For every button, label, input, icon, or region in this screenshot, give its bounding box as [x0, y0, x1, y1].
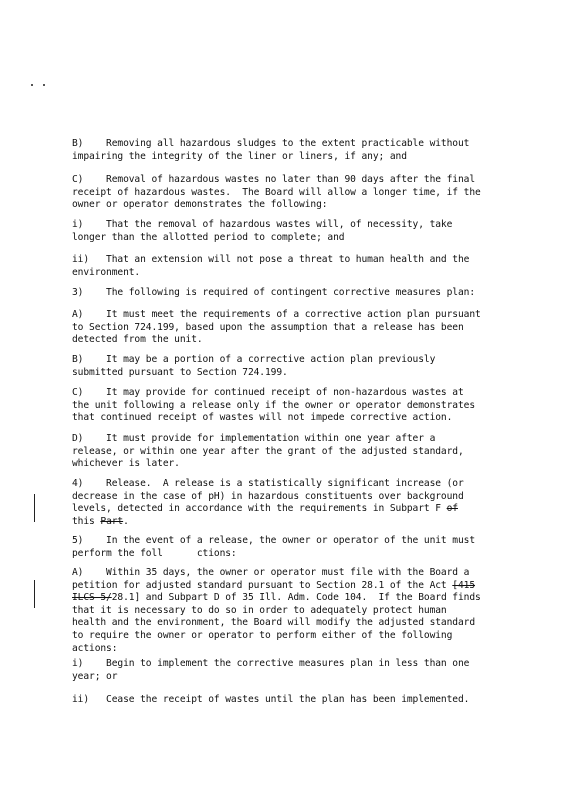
revision-bar	[34, 494, 35, 522]
revision-bar	[34, 580, 35, 608]
paragraph-i2	[72, 658, 496, 683]
text-segment: .	[123, 515, 129, 527]
text-line: release, or within one year after the grant of the adjusted standard,	[72, 445, 464, 457]
text-segment: 28.1] and Subpart D of 35 Ill. Adm. Code 104. If the Board finds	[111, 592, 481, 604]
text-line: owner or operator demonstrates the following:	[72, 199, 328, 211]
scan-speck	[43, 84, 45, 86]
paragraph-ii	[72, 254, 496, 279]
text-line: C) Removal of hazardous wastes no later than 90 days after the final	[72, 174, 475, 185]
paragraph-c7	[72, 174, 496, 212]
text-line: A) Within 35 days, the owner or operator must file with the Board a	[72, 567, 470, 578]
text-line: B) It may be a portion of a corrective action plan previously	[72, 354, 436, 365]
paragraph-c	[72, 387, 496, 425]
text-line	[72, 580, 496, 593]
text-line: environment.	[72, 266, 141, 278]
paragraph-5	[72, 535, 496, 560]
text-line: to Section 724.199, based upon the assumption that a release has been	[72, 321, 464, 333]
text-line: i) Begin to implement the corrective measures plan in less than one	[72, 658, 470, 669]
paragraph-3	[72, 287, 496, 300]
text-line: detected from the unit.	[72, 334, 203, 346]
text-line	[72, 592, 496, 605]
scan-speck	[31, 84, 33, 86]
text-line: impairing the integrity of the liner or liners, if any; and	[72, 150, 407, 162]
text-line: D) It must provide for implementation within one year after a	[72, 433, 436, 444]
text-line: receipt of hazardous wastes. The Board will allow a longer time, if the	[72, 186, 481, 198]
text-line: 5) In the event of a release, the owner or operator of the unit must	[72, 535, 475, 546]
text-segment: petition for adjusted standard pursuant to Section 28.1 of the Act	[72, 579, 453, 591]
text-line: year; or	[72, 670, 118, 682]
text-line: perform the foll ctions:	[72, 547, 237, 559]
text-line: decrease in the case of pH) in hazardous constituents over background	[72, 490, 464, 502]
text-line: ii) That an extension will not pose a threat to human health and the	[72, 254, 470, 265]
text-line: A) It must meet the requirements of a corrective action plan pursuant	[72, 309, 481, 320]
text-line: the unit following a release only if the owner or operator demonstrates	[72, 399, 475, 411]
text-line: ii) Cease the receipt of wastes until the plan has been implemented.	[72, 694, 470, 705]
text-line: 4) Release. A release is a statistically significant increase (or	[72, 478, 464, 489]
text-line: health and the environment, the Board will modify the adjusted standard	[72, 617, 475, 629]
paragraph-b6	[72, 138, 496, 163]
text-line: B) Removing all hazardous sludges to the extent practicable without	[72, 138, 470, 149]
paragraph-a	[72, 309, 496, 347]
paragraph-ii2	[72, 694, 496, 707]
text-line: that continued receipt of wastes will not impede corrective action.	[72, 412, 453, 424]
paragraph-a2	[72, 567, 496, 655]
struck-text: Part	[100, 515, 124, 527]
text-line: actions:	[72, 642, 118, 654]
paragraph-d	[72, 433, 496, 471]
struck-text: [415	[452, 579, 476, 591]
text-line: longer than the allotted period to complete; and	[72, 231, 345, 243]
struck-text: ILCS 5/	[72, 592, 112, 604]
text-line: to require the owner or operator to perform either of the following	[72, 629, 453, 641]
text-line: that it is necessary to do so in order to adequately protect human	[72, 604, 447, 616]
text-line: 3) The following is required of contingent corrective measures plan:	[72, 287, 475, 298]
text-line	[72, 503, 496, 516]
text-line: i) That the removal of hazardous wastes will, of necessity, take	[72, 219, 453, 230]
paragraph-b	[72, 354, 496, 379]
text-line: submitted pursuant to Section 724.199.	[72, 366, 288, 378]
paragraph-i	[72, 219, 496, 244]
text-segment: levels, detected in accordance with the requirements in Subpart F	[72, 503, 447, 515]
text-line	[72, 516, 496, 529]
text-segment: this	[72, 515, 101, 527]
text-line: whichever is later.	[72, 458, 180, 470]
struck-text: of	[446, 503, 458, 515]
text-line: C) It may provide for continued receipt of non-hazardous wastes at	[72, 387, 464, 398]
paragraph-4	[72, 478, 496, 528]
